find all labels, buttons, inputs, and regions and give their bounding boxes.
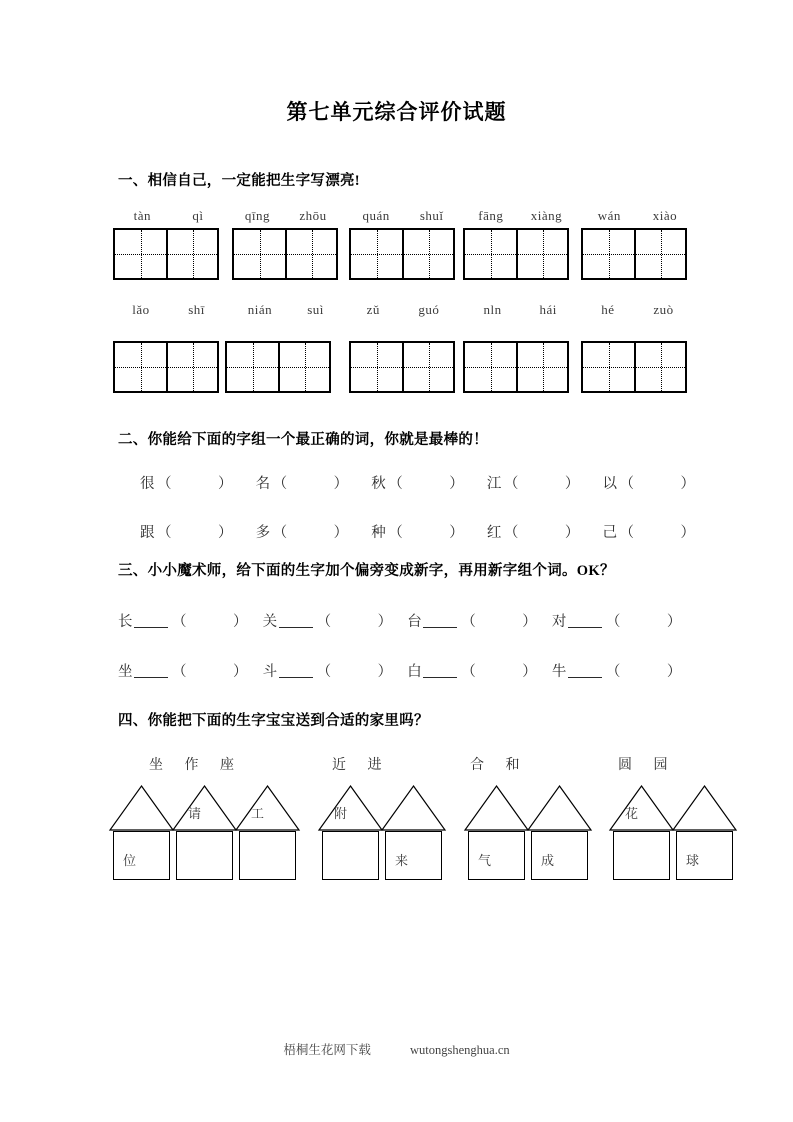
house-roof-icon (171, 784, 238, 832)
new-character-blank[interactable] (134, 664, 168, 678)
open-paren: （ (388, 476, 404, 492)
close-paren: ） (333, 476, 349, 492)
character-grid-box[interactable] (232, 228, 338, 280)
footer-source: 梧桐生花网下载 (283, 1043, 371, 1057)
grid-cell[interactable] (227, 343, 278, 391)
pinyin-syllable: hé (601, 302, 615, 317)
grid-cell[interactable] (465, 343, 516, 391)
pinyin-syllable: shuǐ (419, 208, 444, 223)
close-paren: ） (680, 525, 696, 541)
grid-cell[interactable] (402, 230, 453, 278)
close-paren: ） (218, 525, 233, 541)
prompt-character: 关 (262, 614, 278, 630)
pinyin-group (582, 300, 693, 318)
pinyin-syllable: fāng (478, 208, 504, 223)
house-body-character: 位 (123, 853, 137, 868)
pinyin-syllable: zhōu (299, 208, 327, 223)
house-roof-character: 工 (251, 806, 265, 821)
close-paren: ） (680, 476, 696, 492)
section-3-heading: 三、小小魔术师，给下面的生字加个偏旁变成新字，再用新字组个词。OK？ (118, 563, 615, 579)
prompt-character: 白 (407, 664, 423, 680)
open-paren: （ (272, 476, 288, 492)
house[interactable] (322, 784, 379, 880)
house[interactable] (113, 784, 170, 880)
grid-cell[interactable] (634, 343, 685, 391)
close-paren: ） (233, 614, 248, 630)
house-roof-icon (608, 784, 675, 832)
house-group-label: 合 和 (470, 758, 529, 773)
radical-exercise-item[interactable] (118, 660, 259, 681)
character-grid-box[interactable] (581, 228, 687, 280)
prompt-character: 台 (407, 614, 423, 630)
house-body[interactable] (676, 831, 733, 880)
pinyin-syllable: wán (597, 208, 621, 223)
close-paren: ） (564, 476, 580, 492)
paren-exercise-item[interactable] (487, 521, 599, 542)
grid-cell[interactable] (465, 230, 516, 278)
pinyin-syllable: qì (192, 208, 204, 223)
prompt-character: 种 (371, 525, 387, 541)
house-group-label: 近 进 (332, 758, 391, 773)
house-body[interactable] (176, 831, 233, 880)
prompt-character: 己 (602, 525, 618, 541)
new-character-blank[interactable] (568, 614, 602, 628)
house-roof-icon (463, 784, 530, 832)
house-body[interactable] (613, 831, 670, 880)
page-title: 第七单元综合评价试题 (286, 100, 507, 124)
pinyin-syllable: quán (362, 208, 390, 223)
house-roof-character: 请 (188, 806, 202, 821)
prompt-character: 秋 (371, 476, 387, 492)
paren-exercise-item[interactable] (371, 521, 483, 542)
radical-exercise-item[interactable] (263, 610, 404, 631)
grid-cell[interactable] (115, 343, 166, 391)
house-roof-character: 花 (625, 806, 639, 821)
paren-exercise-item[interactable] (140, 472, 252, 493)
character-grid-box[interactable] (463, 341, 569, 393)
paren-exercise-item[interactable] (487, 472, 599, 493)
open-paren: （ (503, 525, 519, 541)
prompt-character: 坐 (118, 664, 133, 680)
house-roof-icon (526, 784, 593, 832)
house-body[interactable] (322, 831, 379, 880)
paren-exercise-item[interactable] (256, 472, 368, 493)
prompt-character: 跟 (140, 525, 155, 541)
pinyin-syllable: xiàng (530, 208, 563, 223)
house[interactable] (676, 784, 733, 880)
grid-cell[interactable] (583, 343, 634, 391)
pinyin-group (230, 206, 341, 224)
pinyin-group (465, 206, 576, 224)
grid-cell[interactable] (234, 230, 285, 278)
grid-cell[interactable] (278, 343, 329, 391)
close-paren: ） (522, 614, 538, 630)
pinyin-syllable: guó (418, 302, 440, 317)
prompt-character: 江 (486, 476, 502, 492)
close-paren: ） (377, 614, 393, 630)
house[interactable] (468, 784, 525, 880)
house-roof-icon (380, 784, 447, 832)
prompt-character: 牛 (551, 664, 567, 680)
radical-exercise-item[interactable] (407, 610, 548, 631)
new-character-blank[interactable] (423, 664, 457, 678)
house-body-character: 来 (395, 853, 409, 868)
grid-cell[interactable] (351, 343, 402, 391)
pinyin-syllable: xiào (652, 208, 678, 223)
open-paren: （ (503, 476, 519, 492)
prompt-character: 很 (140, 476, 155, 492)
pinyin-syllable: suì (307, 302, 324, 317)
paren-exercise-item[interactable] (140, 521, 252, 542)
pinyin-syllable: qīng (244, 208, 271, 223)
open-paren: （ (316, 614, 332, 630)
pinyin-syllable: tàn (133, 208, 152, 223)
grid-cell[interactable] (351, 230, 402, 278)
house-body[interactable] (239, 831, 296, 880)
open-paren: （ (461, 664, 477, 680)
pinyin-syllable: zuò (653, 302, 674, 317)
prompt-character: 名 (255, 476, 271, 492)
open-paren: （ (619, 525, 635, 541)
grid-cell[interactable] (166, 343, 217, 391)
house-roof-icon (671, 784, 738, 832)
pinyin-syllable: shī (188, 302, 205, 317)
open-paren: （ (605, 614, 621, 630)
pinyin-group (465, 300, 576, 318)
prompt-character: 斗 (262, 664, 278, 680)
open-paren: （ (605, 664, 621, 680)
open-paren: （ (157, 525, 172, 541)
house-body-character: 气 (478, 853, 492, 868)
house-group-labels (113, 754, 693, 774)
open-paren: （ (172, 614, 187, 630)
open-paren: （ (157, 476, 172, 492)
house-roof-icon (108, 784, 175, 832)
paren-exercise-item[interactable] (603, 521, 715, 542)
pinyin-group (230, 300, 341, 318)
house-group-label: 坐 作 座 (149, 758, 243, 773)
house-group-label: 圆 园 (618, 758, 677, 773)
new-character-blank[interactable] (568, 664, 602, 678)
radical-exercise-item[interactable] (552, 610, 693, 631)
house-body-character: 球 (686, 853, 700, 868)
close-paren: ） (666, 664, 682, 680)
house-body[interactable] (531, 831, 588, 880)
pinyin-syllable: zǔ (366, 302, 380, 317)
new-character-blank[interactable] (134, 614, 168, 628)
grid-cell[interactable] (115, 230, 166, 278)
prompt-character: 多 (255, 525, 271, 541)
house[interactable] (385, 784, 442, 880)
pinyin-syllable: nián (247, 302, 273, 317)
pinyin-row-1 (113, 206, 693, 224)
house[interactable] (239, 784, 296, 880)
prompt-character: 对 (551, 614, 567, 630)
radical-exercise-item[interactable] (552, 660, 693, 681)
paren-exercise-item[interactable] (256, 521, 368, 542)
paren-exercise-item[interactable] (603, 472, 715, 493)
open-paren: （ (619, 476, 635, 492)
character-grid-box[interactable] (581, 341, 687, 393)
house-roof-icon (234, 784, 301, 832)
house-roof-icon (317, 784, 384, 832)
grid-cell[interactable] (402, 343, 453, 391)
character-grid-box[interactable] (349, 228, 455, 280)
grid-cell[interactable] (634, 230, 685, 278)
grid-cell[interactable] (516, 343, 567, 391)
pinyin-group (347, 206, 458, 224)
new-character-blank[interactable] (423, 614, 457, 628)
prompt-character: 长 (118, 614, 133, 630)
footer-site: wutongshenghua.cn (410, 1043, 510, 1057)
close-paren: ） (666, 614, 682, 630)
character-grid-box[interactable] (113, 341, 219, 393)
close-paren: ） (218, 476, 233, 492)
paren-exercise-row-2 (140, 521, 700, 542)
paren-exercise-row-1 (140, 472, 700, 493)
prompt-character: 以 (602, 476, 618, 492)
pinyin-group (113, 300, 224, 318)
paren-exercise-item[interactable] (371, 472, 483, 493)
character-grid-box[interactable] (463, 228, 569, 280)
prompt-character: 红 (486, 525, 502, 541)
pinyin-group (347, 300, 458, 318)
section-4-heading: 四、你能把下面的生字宝宝送到合适的家里吗？ (118, 713, 429, 729)
new-character-blank[interactable] (279, 664, 313, 678)
grid-cell[interactable] (166, 230, 217, 278)
character-grid-box[interactable] (113, 228, 219, 280)
pinyin-group (113, 206, 224, 224)
open-paren: （ (172, 664, 187, 680)
character-grid-box[interactable] (349, 341, 455, 393)
open-paren: （ (388, 525, 404, 541)
house-roof-character: 附 (334, 806, 348, 821)
house[interactable] (176, 784, 233, 880)
grid-cell[interactable] (516, 230, 567, 278)
close-paren: ） (522, 664, 538, 680)
new-character-blank[interactable] (279, 614, 313, 628)
house[interactable] (531, 784, 588, 880)
radical-exercise-row-2 (118, 660, 698, 681)
radical-exercise-row-1 (118, 610, 698, 631)
open-paren: （ (461, 614, 477, 630)
close-paren: ） (233, 664, 248, 680)
character-grid-row-1 (113, 228, 693, 280)
pinyin-row-2 (113, 300, 693, 318)
character-grid-box[interactable] (225, 341, 331, 393)
close-paren: ） (564, 525, 580, 541)
radical-exercise-item[interactable] (263, 660, 404, 681)
section-2-heading: 二、你能给下面的字组一个最正确的词，你就是最棒的！ (118, 432, 488, 448)
house-diagram-row (113, 784, 713, 880)
close-paren: ） (333, 525, 349, 541)
pinyin-syllable: lǎo (132, 302, 150, 317)
footer (0, 1040, 793, 1058)
grid-cell[interactable] (285, 230, 336, 278)
radical-exercise-item[interactable] (118, 610, 259, 631)
house-body[interactable] (468, 831, 525, 880)
pinyin-syllable: hái (539, 302, 557, 317)
house[interactable] (613, 784, 670, 880)
pinyin-syllable: nln (483, 302, 502, 317)
character-grid-row-2 (113, 341, 693, 393)
close-paren: ） (377, 664, 393, 680)
close-paren: ） (449, 525, 465, 541)
house-body-character: 成 (541, 853, 555, 868)
section-1-heading: 一、相信自己，一定能把生字写漂亮! (118, 173, 360, 189)
open-paren: （ (316, 664, 332, 680)
house-body[interactable] (385, 831, 442, 880)
pinyin-group (582, 206, 693, 224)
radical-exercise-item[interactable] (407, 660, 548, 681)
grid-cell[interactable] (583, 230, 634, 278)
open-paren: （ (272, 525, 288, 541)
close-paren: ） (449, 476, 465, 492)
house-body[interactable] (113, 831, 170, 880)
